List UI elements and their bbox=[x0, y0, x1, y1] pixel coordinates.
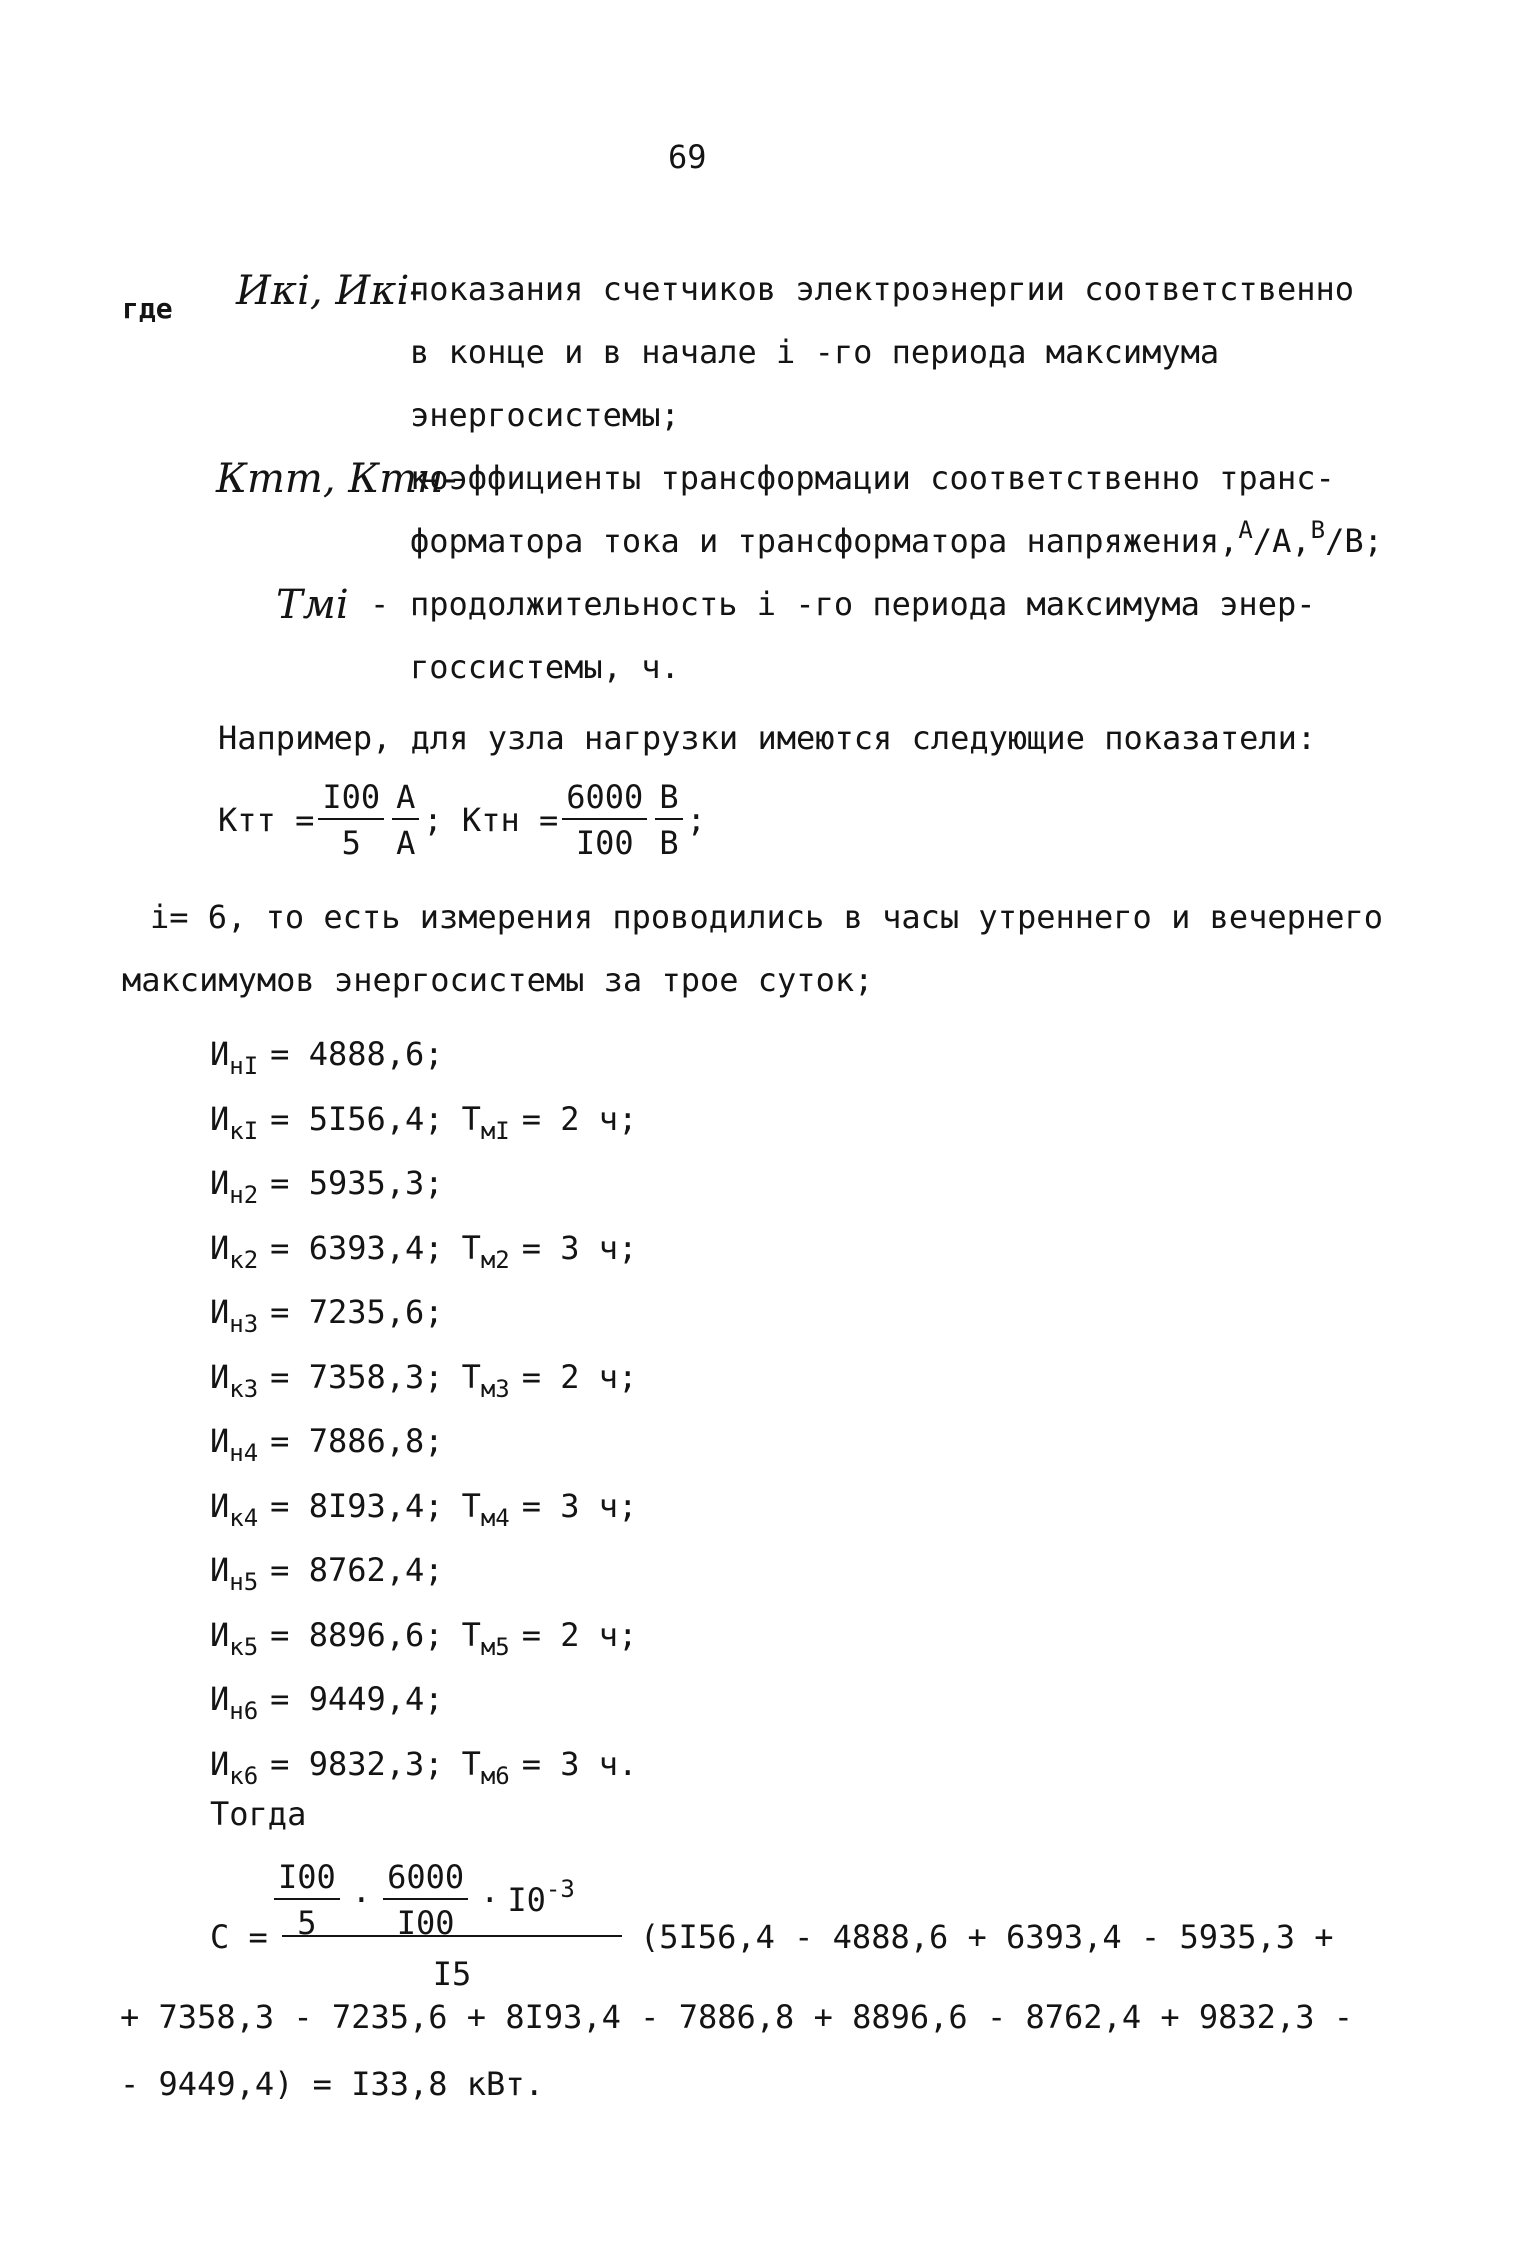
reading-subscript: к6 bbox=[229, 1761, 259, 1790]
formula-numerator bbox=[270, 1858, 575, 1942]
ratios-end: ; bbox=[686, 801, 706, 839]
reading-symbol: И bbox=[210, 1680, 230, 1718]
duration-symbol: Т bbox=[461, 1615, 481, 1654]
reading-value: = 9449,4; bbox=[270, 1680, 444, 1718]
duration-value: = 3 ч. bbox=[521, 1744, 638, 1783]
duration-value: = 2 ч; bbox=[521, 1615, 638, 1654]
ktt-label: Ктт = bbox=[218, 801, 315, 839]
example-intro: Например, для узла нагрузки имеются следующие показатели: bbox=[218, 719, 1317, 757]
transformation-ratios bbox=[218, 778, 706, 862]
duration-value: = 2 ч; bbox=[521, 1099, 638, 1138]
reading-row bbox=[210, 1667, 637, 1732]
then-word: Тогда bbox=[210, 1795, 307, 1833]
ktn-unit-numerator: В bbox=[655, 778, 682, 820]
reading-value: = 8I93,4; bbox=[270, 1486, 444, 1525]
reading-symbol: И bbox=[210, 1422, 230, 1460]
formula-denominator: I5 bbox=[432, 1955, 472, 1993]
page-number: 69 bbox=[668, 138, 707, 176]
reading-value: = 7358,3; bbox=[270, 1357, 444, 1396]
reading-symbol: И bbox=[210, 1357, 230, 1396]
duration-value: = 3 ч; bbox=[521, 1486, 638, 1525]
unit-a: А bbox=[1238, 516, 1253, 544]
definition-symbol-meter-readings: Иκi, Иκi- bbox=[236, 268, 423, 314]
reading-symbol: И bbox=[210, 1615, 230, 1654]
definition-symbol-transformation-ratios: Ктт, Ктн- bbox=[216, 456, 457, 502]
duration-subscript: м3 bbox=[480, 1374, 510, 1403]
duration-subscript: м4 bbox=[480, 1503, 510, 1532]
ratios-separator: ; Ктн = bbox=[423, 801, 559, 839]
multiply-dot: · bbox=[480, 1881, 500, 1919]
reading-value: = 5I56,4; bbox=[270, 1099, 444, 1138]
duration-value: = 3 ч; bbox=[521, 1228, 638, 1267]
reading-subscript: нI bbox=[229, 1052, 259, 1080]
unit-b-den: В; bbox=[1344, 522, 1383, 560]
reading-symbol: И bbox=[210, 1744, 230, 1783]
reading-symbol: И bbox=[210, 1551, 230, 1589]
ktt-unit-denominator: А bbox=[396, 824, 416, 862]
formula-fraction-current bbox=[274, 1858, 340, 1942]
duration-symbol: Т bbox=[461, 1228, 481, 1267]
reading-symbol: И bbox=[210, 1486, 230, 1525]
reading-value: = 8896,6; bbox=[270, 1615, 444, 1654]
reading-row bbox=[210, 1022, 637, 1087]
ktt-fraction bbox=[318, 778, 384, 862]
unit-b: В bbox=[1310, 516, 1326, 544]
reading-symbol: И bbox=[210, 1293, 230, 1331]
definition-line: показания счетчиков электроэнергии соответственно bbox=[410, 270, 1355, 308]
definition-line: коэффициенты трансформации соответственно транс- bbox=[410, 459, 1335, 497]
reading-subscript: н3 bbox=[229, 1310, 259, 1338]
definition-line-text: форматора тока и трансформатора напряжения, bbox=[410, 522, 1239, 560]
formula-line-3: - 9449,4) = I33,8 кВт. bbox=[120, 2065, 544, 2103]
formula-fraction-voltage bbox=[383, 1858, 468, 1942]
where-label: где bbox=[122, 292, 173, 325]
definition-line: форматора тока и трансформатора напряжения,$^А$/А,$^В$/В; bbox=[410, 516, 1383, 560]
reading-subscript: н2 bbox=[229, 1181, 259, 1209]
reading-row bbox=[210, 1216, 637, 1281]
ktn-unit-denominator: В bbox=[659, 824, 679, 862]
duration-subscript: м6 bbox=[480, 1761, 510, 1790]
reading-value: = 9832,3; bbox=[270, 1744, 444, 1783]
reading-row bbox=[210, 1151, 637, 1216]
reading-value: = 7235,6; bbox=[270, 1293, 444, 1331]
formula-fraction-denominator: I00 bbox=[396, 1904, 455, 1942]
meter-readings-list bbox=[210, 1022, 637, 1796]
reading-subscript: к2 bbox=[229, 1245, 259, 1274]
duration-symbol: Т bbox=[461, 1099, 481, 1138]
ktn-fraction bbox=[562, 778, 647, 862]
reading-value: = 5935,3; bbox=[270, 1164, 444, 1202]
reading-subscript: к4 bbox=[229, 1503, 259, 1532]
definition-line: продолжительность i -го периода максимума энер- bbox=[410, 585, 1316, 623]
duration-symbol: Т bbox=[461, 1744, 481, 1783]
i-statement-line: i= 6, то есть измерения проводились в часы утреннего и вечернего bbox=[150, 898, 1383, 936]
ktt-unit-fraction bbox=[392, 778, 419, 862]
formula-line-1: (5I56,4 - 4888,6 + 6393,4 - 5935,3 + bbox=[640, 1918, 1334, 1956]
reading-subscript: к3 bbox=[229, 1374, 259, 1403]
duration-symbol: Т bbox=[461, 1357, 481, 1396]
reading-row bbox=[210, 1474, 637, 1539]
reading-row bbox=[210, 1280, 637, 1345]
ktn-unit-fraction bbox=[655, 778, 682, 862]
formula-fraction-numerator: I00 bbox=[274, 1858, 340, 1900]
reading-value: = 6393,4; bbox=[270, 1228, 444, 1267]
duration-subscript: м5 bbox=[480, 1632, 510, 1661]
ktt-unit-numerator: А bbox=[392, 778, 419, 820]
formula-lhs: С = bbox=[210, 1918, 268, 1956]
formula-fraction-denominator: 5 bbox=[297, 1904, 317, 1942]
reading-row bbox=[210, 1603, 637, 1668]
formula-main-fraction-bar bbox=[282, 1935, 622, 1937]
reading-row bbox=[210, 1409, 637, 1474]
ktt-numerator: I00 bbox=[318, 778, 384, 820]
unit-a-den: А bbox=[1272, 522, 1292, 560]
ktn-numerator: 6000 bbox=[562, 778, 647, 820]
i-statement-line: максимумов энергосистемы за трое суток; bbox=[122, 961, 874, 999]
duration-symbol: Т bbox=[461, 1486, 481, 1525]
reading-symbol: И bbox=[210, 1035, 230, 1073]
definition-line: энергосистемы; bbox=[410, 396, 680, 434]
reading-value: = 7886,8; bbox=[270, 1422, 444, 1460]
reading-symbol: И bbox=[210, 1164, 230, 1202]
definition-line: в конце и в начале i -го периода максимума bbox=[410, 333, 1220, 371]
formula-line-2: + 7358,3 - 7235,6 + 8I93,4 - 7886,8 + 8896,6 - 8762,4 + 9832,3 - bbox=[120, 1998, 1353, 2036]
reading-row bbox=[210, 1538, 637, 1603]
duration-subscript: м2 bbox=[480, 1245, 510, 1274]
ktn-denominator: I00 bbox=[575, 824, 634, 862]
reading-subscript: н6 bbox=[229, 1697, 259, 1725]
reading-subscript: к5 bbox=[229, 1632, 259, 1661]
definition-dash: - bbox=[370, 585, 390, 623]
reading-value: = 4888,6; bbox=[270, 1035, 444, 1073]
reading-subscript: н4 bbox=[229, 1439, 259, 1467]
power-of-ten: $I0^{-3}$ bbox=[507, 1875, 575, 1919]
ktt-denominator: 5 bbox=[341, 824, 361, 862]
reading-row bbox=[210, 1087, 637, 1152]
reading-row bbox=[210, 1732, 637, 1797]
reading-subscript: н5 bbox=[229, 1568, 259, 1596]
formula-fraction-numerator: 6000 bbox=[383, 1858, 468, 1900]
definition-symbol-duration: Тмi bbox=[276, 582, 349, 628]
duration-subscript: мI bbox=[480, 1116, 510, 1145]
definition-line: госсистемы, ч. bbox=[410, 648, 680, 686]
multiply-dot: · bbox=[351, 1881, 372, 1919]
reading-value: = 8762,4; bbox=[270, 1551, 444, 1589]
reading-symbol: И bbox=[210, 1099, 230, 1138]
duration-value: = 2 ч; bbox=[521, 1357, 638, 1396]
reading-subscript: кI bbox=[229, 1116, 259, 1145]
reading-symbol: И bbox=[210, 1228, 230, 1267]
reading-row bbox=[210, 1345, 637, 1410]
